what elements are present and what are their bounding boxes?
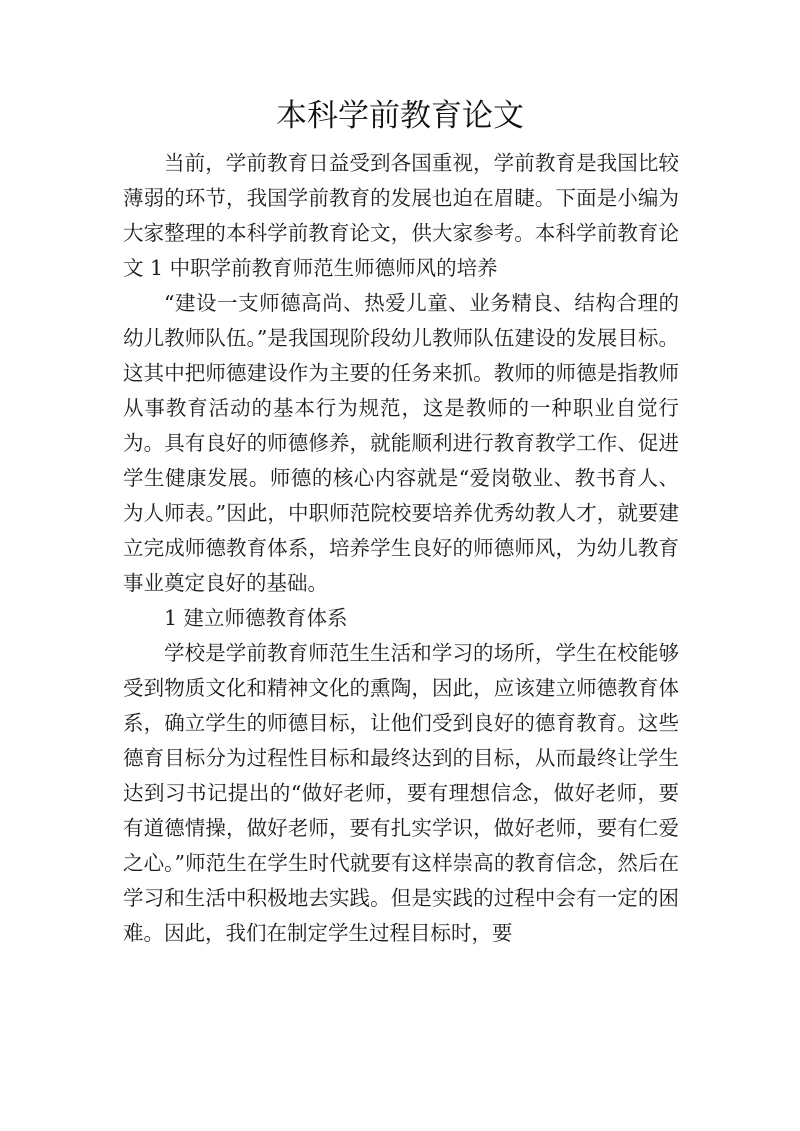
document-body — [123, 146, 679, 951]
document-title: 本科学前教育论文 — [276, 98, 524, 134]
section-heading: 1 建立师德教育体系 — [164, 606, 348, 630]
paragraph-section-body: 学校是学前教育师范生生活和学习的场所，学生在校能够受到物质文化和精神文化的熏陶，因此，应该建立师德教育体系，确立学生的师德目标，让他们受到良好的德育教育。这些德育目标分为过程性目标和最终达到的目标，从而最终让学生达到习书记提出的“做好老师，要有理想信念，做好老师，要有道德情操，做好老师，要有扎实学识，做好老师，要有仁爱之心。”师范生在学生时代就要有这样崇高的教育信念，然后在学习和生活中积极地去实践。但是实践的过程中会有一定的困难。因此，我们在制定学生过程目标时，要 — [123, 641, 679, 945]
paragraph-teacher-ethics: “建设一支师德高尚、热爱儿童、业务精良、结构合理的幼儿教师队伍。”是我国现阶段幼儿教师队伍建设的发展目标。这其中把师德建设作为主要的任务来抓。教师的师德是指教师从事教育活动的基本行为规范，这是教师的一种职业自觉行为。具有良好的师德修养，就能顺利进行教育教学工作、促进学生健康发展。师德的核心内容就是“爱岗敬业、教书育人、为人师表。”因此，中职师范院校要培养优秀幼教人才，就要建立完成师德教育体系，培养学生良好的师德师风，为幼儿教育事业奠定良好的基础。 — [123, 291, 679, 595]
paragraph-intro: 当前，学前教育日益受到各国重视，学前教育是我国比较薄弱的环节，我国学前教育的发展也迫在眉睫。下面是小编为大家整理的本科学前教育论文，供大家参考。本科学前教育论文 1 中职学前教育师范生师德师风的培养 — [123, 151, 679, 280]
